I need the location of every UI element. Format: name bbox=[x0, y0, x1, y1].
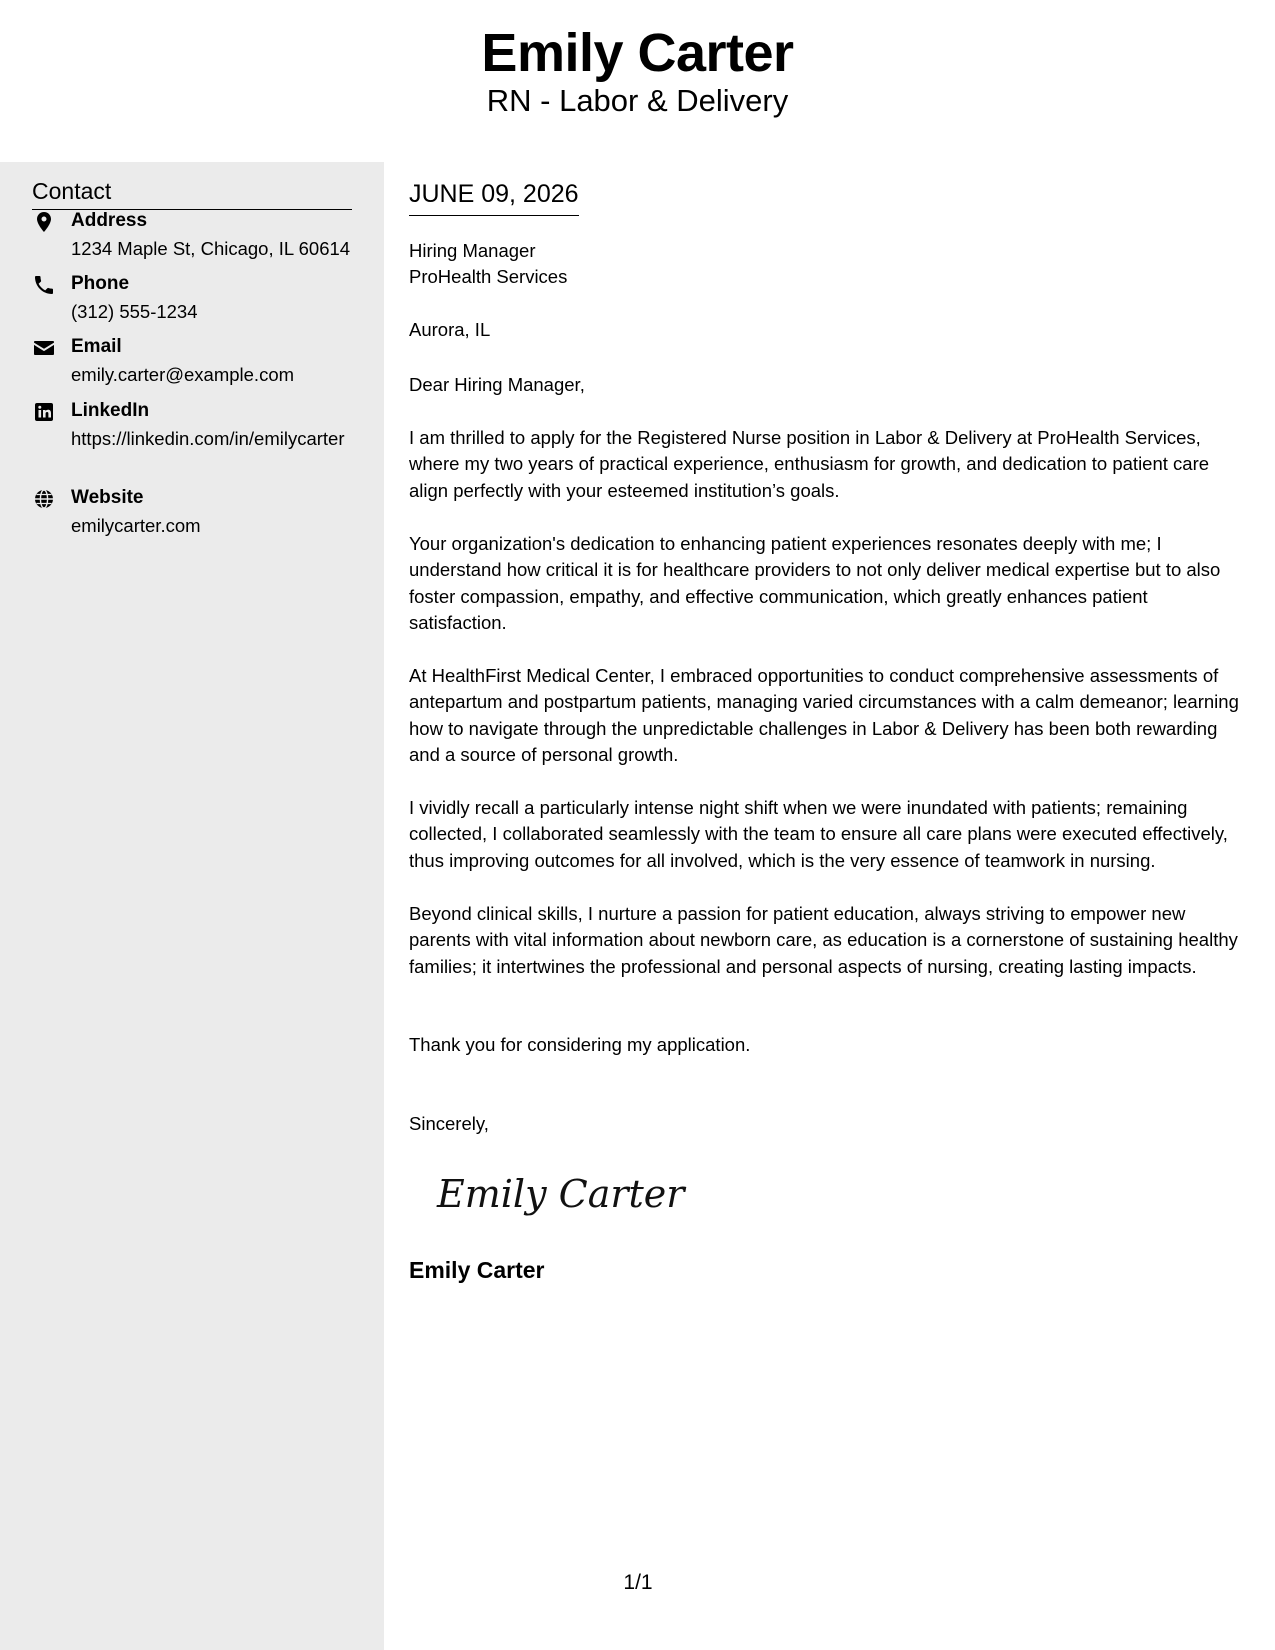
contact-label: Address bbox=[71, 210, 148, 231]
salutation: Dear Hiring Manager, bbox=[409, 374, 585, 395]
paragraph: I vividly recall a particularly intense night shift when we were inundated with patients; remaining collected, I collaborated seamlessly with the team to ensure all care plans were executed effectively, thus improving outcomes for all involved, which is the very essence of teamwork in nursing. bbox=[409, 797, 1228, 871]
applicant-title: RN - Labor & Delivery bbox=[486, 83, 789, 118]
contact-value[interactable]: https://linkedin.com/in/emilycarter bbox=[71, 428, 345, 449]
recipient-name: Hiring Manager bbox=[409, 240, 536, 261]
contact-label: Email bbox=[71, 336, 122, 357]
contact-heading: Contact bbox=[32, 178, 352, 210]
signer-name: Emily Carter bbox=[409, 1257, 545, 1283]
contact-value[interactable]: emily.carter@example.com bbox=[71, 364, 295, 385]
applicant-name: Emily Carter bbox=[481, 23, 794, 83]
linkedin-icon bbox=[32, 400, 56, 424]
sign-off: Sincerely, bbox=[409, 1113, 489, 1134]
contact-value: 1234 Maple St, Chicago, IL 60614 bbox=[71, 238, 351, 259]
contact-label: Website bbox=[71, 487, 144, 508]
contact-sidebar bbox=[0, 162, 384, 1650]
paragraph: I am thrilled to apply for the Registered Nurse position in Labor & Delivery at ProHealth Services, where my two years of practical experience, enthusiasm for growth, and dedication to patient care align perfectly with your esteemed institution’s goals. bbox=[409, 427, 1210, 501]
paragraph: Your organization's dedication to enhancing patient experiences resonates deeply with me; I understand how critical it is for healthcare providers to not only deliver medical expertise but to also foster compassion, empathy, and effective communication, which greatly enhances patient satisfaction. bbox=[409, 533, 1221, 634]
recipient-company: ProHealth Services bbox=[409, 266, 568, 287]
contact-label: Phone bbox=[71, 273, 130, 294]
contact-label: LinkedIn bbox=[71, 400, 150, 421]
envelope-icon bbox=[32, 336, 56, 360]
contact-value[interactable]: emilycarter.com bbox=[71, 515, 201, 536]
signature-image bbox=[433, 1165, 685, 1225]
letter-date: JUNE 09, 2026 bbox=[409, 180, 579, 216]
svg-text:Emily Carter: Emily Carter bbox=[437, 1172, 685, 1216]
recipient-location: Aurora, IL bbox=[409, 319, 491, 340]
paragraph: Beyond clinical skills, I nurture a passion for patient education, always striving to empower new parents with vital information about newborn care, as education is a cornerstone of sustaining healthy families; it intertwines the professional and personal aspects of nursing, creating lasting impacts. bbox=[409, 903, 1238, 977]
globe-icon bbox=[32, 487, 56, 511]
phone-icon bbox=[32, 273, 56, 297]
location-pin-icon bbox=[32, 210, 56, 234]
page-number: 1/1 bbox=[623, 1571, 653, 1594]
paragraph: At HealthFirst Medical Center, I embraced opportunities to conduct comprehensive assessments of antepartum and postpartum patients, managing varied circumstances with a calm demeanor; learning how to navigate through the unpredictable challenges in Labor & Delivery has been both rewarding and a source of personal growth. bbox=[409, 665, 1239, 766]
closing-line: Thank you for considering my application. bbox=[409, 1034, 751, 1055]
contact-value: (312) 555-1234 bbox=[71, 301, 198, 322]
resume-header bbox=[0, 0, 1275, 162]
